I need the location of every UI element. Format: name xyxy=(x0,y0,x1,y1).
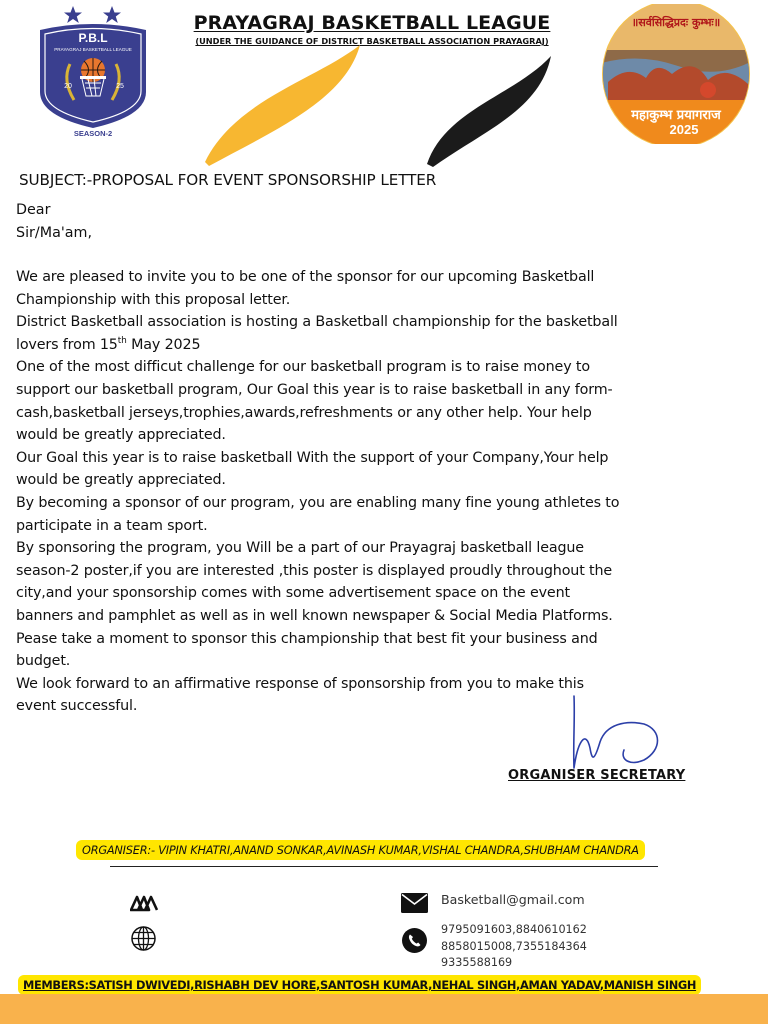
phone-number[interactable]: 9335588169 xyxy=(441,956,513,969)
letter-body xyxy=(16,266,666,718)
body-line: banners and pamphlet as well as in well known newspaper & Social Media Platforms. xyxy=(16,607,613,624)
body-line: We look forward to an affirmative response of sponsorship from you to make this xyxy=(16,675,584,692)
pbl-initials: P.B.L xyxy=(78,31,108,45)
pbl-season: SEASON-2 xyxy=(73,129,113,138)
members-text: MEMBERS:SATISH DWIVEDI,RISHABH DEV HORE,SANTOSH KUMAR,NEHAL SINGH,AMAN YADAV,MANISH SINGH xyxy=(23,978,697,992)
pbl-arc-text: PRAYAGRAJ BASKETBALL LEAGUE xyxy=(54,47,132,52)
brand-logo-icon xyxy=(130,894,158,912)
letter-subject: SUBJECT:-PROPOSAL FOR EVENT SPONSORSHIP LETTER xyxy=(19,171,437,189)
dark-swoosh xyxy=(427,56,551,167)
globe-icon xyxy=(130,925,157,952)
body-line: Championship with this proposal letter. xyxy=(16,291,291,308)
star-icon xyxy=(64,6,121,23)
body-line: One of the most difficut challenge for our basketball program is to raise money to xyxy=(16,359,590,376)
handwritten-signature xyxy=(566,690,666,772)
body-line: By sponsoring the program, you Will be a part of our Prayagraj basketball league xyxy=(16,540,584,557)
body-line: budget. xyxy=(16,653,71,670)
footer-divider xyxy=(110,866,658,867)
organiser-secretary-title: ORGANISER SECRETARY xyxy=(508,768,686,783)
contact-email[interactable]: Basketball@gmail.com xyxy=(441,892,585,907)
body-line: would be greatly appreciated. xyxy=(16,472,226,489)
phone-number[interactable]: 8858015008,7355184364 xyxy=(441,939,587,953)
members-banner xyxy=(18,975,701,995)
organisers-text: ORGANISER:- VIPIN KHATRI,ANAND SONKAR,AVINASH KUMAR,VISHAL CHANDRA,SHUBHAM CHANDRA xyxy=(82,843,639,857)
salutation xyxy=(16,199,92,245)
contact-phones xyxy=(441,922,587,972)
body-line: District Basketball association is hosting a Basketball championship for the basketball xyxy=(16,314,618,331)
kumbh-year: 2025 xyxy=(669,122,699,137)
kumbh-bottom-text: महाकुम्भ प्रयागराज xyxy=(631,108,721,123)
salutation-dear: Dear xyxy=(16,202,51,218)
organisers-banner xyxy=(76,840,645,860)
pbl-logo xyxy=(30,4,160,138)
salutation-recipient: Sir/Ma'am, xyxy=(16,225,93,241)
body-line: Pease take a moment to sponsor this championship that best fit your business and xyxy=(16,630,598,647)
phone-number[interactable]: 9795091603,8840610162 xyxy=(441,923,587,936)
body-line: participate in a team sport. xyxy=(16,517,208,534)
body-line: By becoming a sponsor of our program, you are enabling many fine young athletes to xyxy=(16,494,620,511)
body-line: We are pleased to invite you to be one of the sponsor for our upcoming Basketball xyxy=(16,269,595,285)
body-line: would be greatly appreciated. xyxy=(16,427,226,444)
mahakumbh-logo xyxy=(598,4,754,144)
body-line: city,and your sponsorship comes with some advertisement space on the event xyxy=(16,585,570,602)
bottom-color-band xyxy=(0,994,768,1024)
phone-icon xyxy=(402,928,427,953)
decorative-swooshes xyxy=(195,40,565,170)
league-subtitle: (UNDER THE GUIDANCE OF DISTRICT BASKETBALL ASSOCIATION PRAYAGRAJ) xyxy=(195,36,549,46)
body-line: season-2 poster,if you are interested ,this poster is displayed proudly throughout the xyxy=(16,562,613,579)
svg-text:20: 20 xyxy=(64,83,72,90)
mail-icon xyxy=(401,893,428,913)
svg-text:25: 25 xyxy=(116,83,124,90)
body-line: event successful. xyxy=(16,698,138,715)
gold-swoosh xyxy=(205,45,360,166)
body-line: support our basketball program, Our Goal this year is to raise basketball in any form- xyxy=(16,381,613,398)
league-title: PRAYAGRAJ BASKETBALL LEAGUE xyxy=(193,12,551,34)
body-line-date: lovers from 15th May 2025 xyxy=(16,336,201,353)
body-line: cash,basketball jerseys,trophies,awards,refreshments or any other help. Your help xyxy=(16,404,592,421)
kumbh-top-text: ॥सर्वसिद्धिप्रदः कुम्भः॥ xyxy=(631,16,721,29)
body-line: Our Goal this year is to raise basketball With the support of your Company,Your help xyxy=(16,449,609,466)
